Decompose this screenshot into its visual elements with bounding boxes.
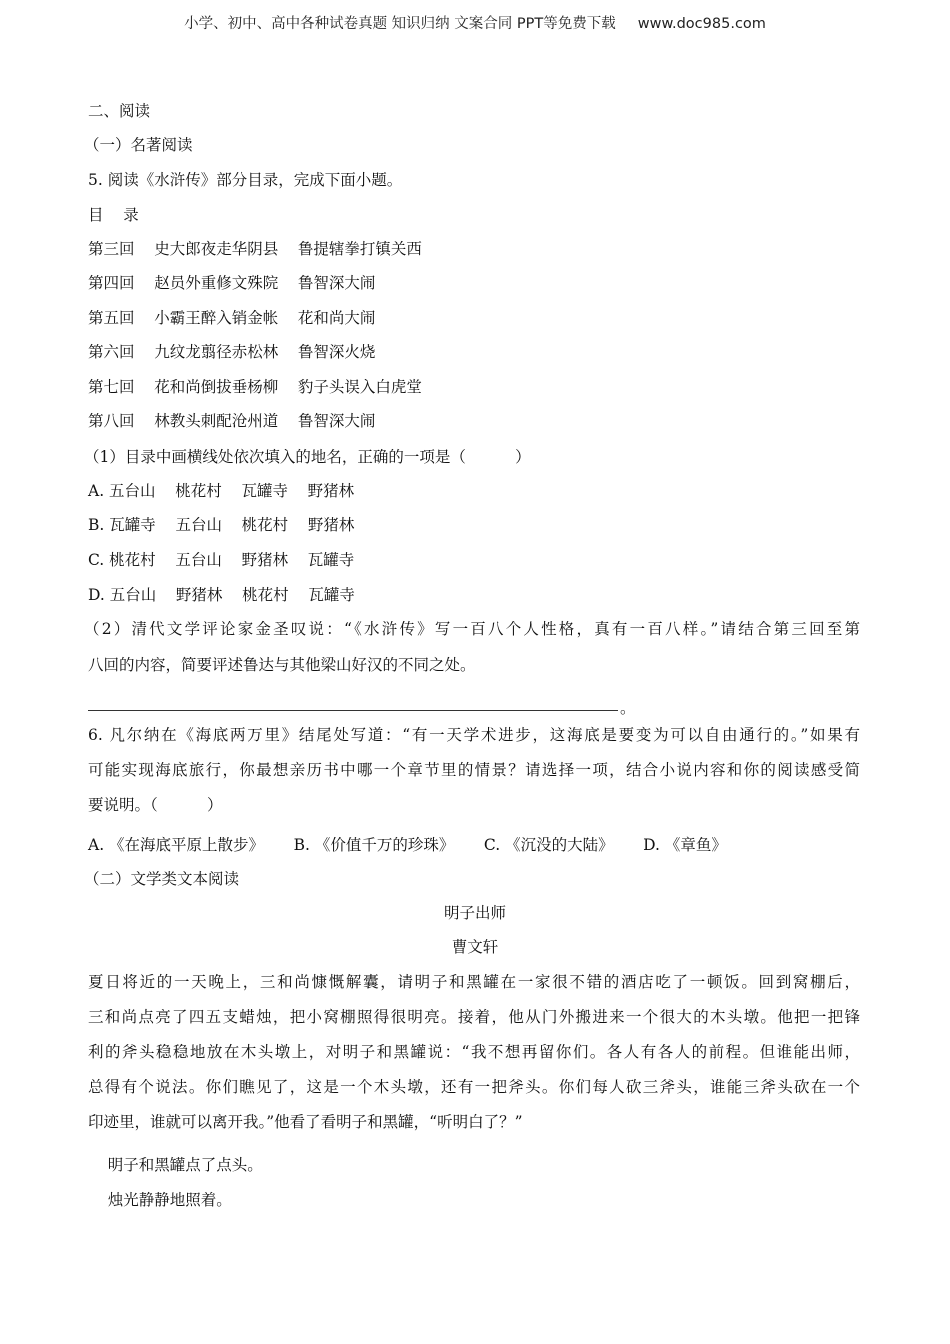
question-6-line: 要说明。（ ） xyxy=(88,796,223,814)
sub-question-2-line: 八回的内容，简要评述鲁达与其他梁山好汉的不同之处。 xyxy=(88,656,476,674)
story-paragraph-line: 总得有个说法。你们瞧见了，这是一个木头墩，还有一把斧头。你们每人砍三斧头，谁能三斧头砍在一个 xyxy=(88,1078,860,1096)
toc-item: 第三回 史大郎夜走华阴县 鲁提辖拳打镇关西 xyxy=(88,240,422,258)
answer-line-end: 。 xyxy=(620,699,636,717)
toc-title: 目 录 xyxy=(88,206,139,224)
story-paragraph: 明子和黑罐点了点头。 xyxy=(88,1156,263,1174)
toc-item: 第五回 小霸王醉入销金帐 花和尚大闹 xyxy=(88,309,376,327)
answer-line[interactable] xyxy=(88,710,618,711)
option-d: D. 五台山 野猪林 桃花村 瓦罐寺 xyxy=(88,586,355,604)
toc-item: 第七回 花和尚倒拔垂杨柳 豹子头误入白虎堂 xyxy=(88,378,422,396)
question-6-options: A. 《在海底平原上散步》 B. 《价值千万的珍珠》 C. 《沉没的大陆》 D. 《章鱼》 xyxy=(88,836,727,854)
page-header xyxy=(0,12,950,33)
toc-item: 第六回 九纹龙翦径赤松林 鲁智深火烧 xyxy=(88,343,376,361)
story-paragraph-line: 夏日将近的一天晚上，三和尚慷慨解囊，请明子和黑罐在一家很不错的酒店吃了一顿饭。回到窝棚后， xyxy=(88,973,860,991)
story-paragraph: 烛光静静地照着。 xyxy=(88,1191,232,1209)
toc-item: 第四回 赵员外重修文殊院 鲁智深大闹 xyxy=(88,274,376,292)
option-b: B. 瓦罐寺 五台山 桃花村 野猪林 xyxy=(88,516,355,534)
option-a: A. 五台山 桃花村 瓦罐寺 野猪林 xyxy=(88,482,355,500)
subsection-title-1: （一）名著阅读 xyxy=(84,136,193,154)
subsection-title-2: （二）文学类文本阅读 xyxy=(84,870,240,888)
section-title: 二、阅读 xyxy=(88,102,151,120)
story-paragraph-line: 印迹里，谁就可以离开我。”他看了看明子和黑罐，“听明白了？” xyxy=(88,1113,523,1131)
story-author: 曹文轩 xyxy=(451,938,499,956)
question-5-stem: 5. 阅读《水浒传》部分目录，完成下面小题。 xyxy=(88,171,403,189)
story-paragraph-line: 三和尚点亮了四五支蜡烛，把小窝棚照得很明亮。接着，他从门外搬进来一个很大的木头墩。他把一把锋 xyxy=(88,1008,860,1026)
sub-question-1: （1）目录中画横线处依次填入的地名，正确的一项是（ ） xyxy=(84,448,531,466)
story-paragraph-line: 利的斧头稳稳地放在木头墩上，对明子和黑罐说：“我不想再留你们。各人有各人的前程。但谁能出师， xyxy=(88,1043,860,1061)
sub-question-2-line: （2）清代文学评论家金圣叹说：“《水浒传》写一百八个人性格，真有一百八样。”请结合第三回至第 xyxy=(84,620,860,638)
question-6-line: 可能实现海底旅行，你最想亲历书中哪一个章节里的情景？请选择一项，结合小说内容和你的阅读感受简 xyxy=(88,761,860,779)
header-url[interactable]: www.doc985.com xyxy=(637,16,766,32)
option-c: C. 桃花村 五台山 野猪林 瓦罐寺 xyxy=(88,551,355,569)
question-6-line: 6. 凡尔纳在《海底两万里》结尾处写道：“有一天学术进步，这海底是要变为可以自由通行的。”如果有 xyxy=(88,726,860,744)
header-text: 小学、初中、高中各种试卷真题 知识归纳 文案合同 PPT等免费下载 xyxy=(184,16,616,32)
story-title: 明子出师 xyxy=(443,904,506,922)
toc-item: 第八回 林教头刺配沧州道 鲁智深大闹 xyxy=(88,412,376,430)
